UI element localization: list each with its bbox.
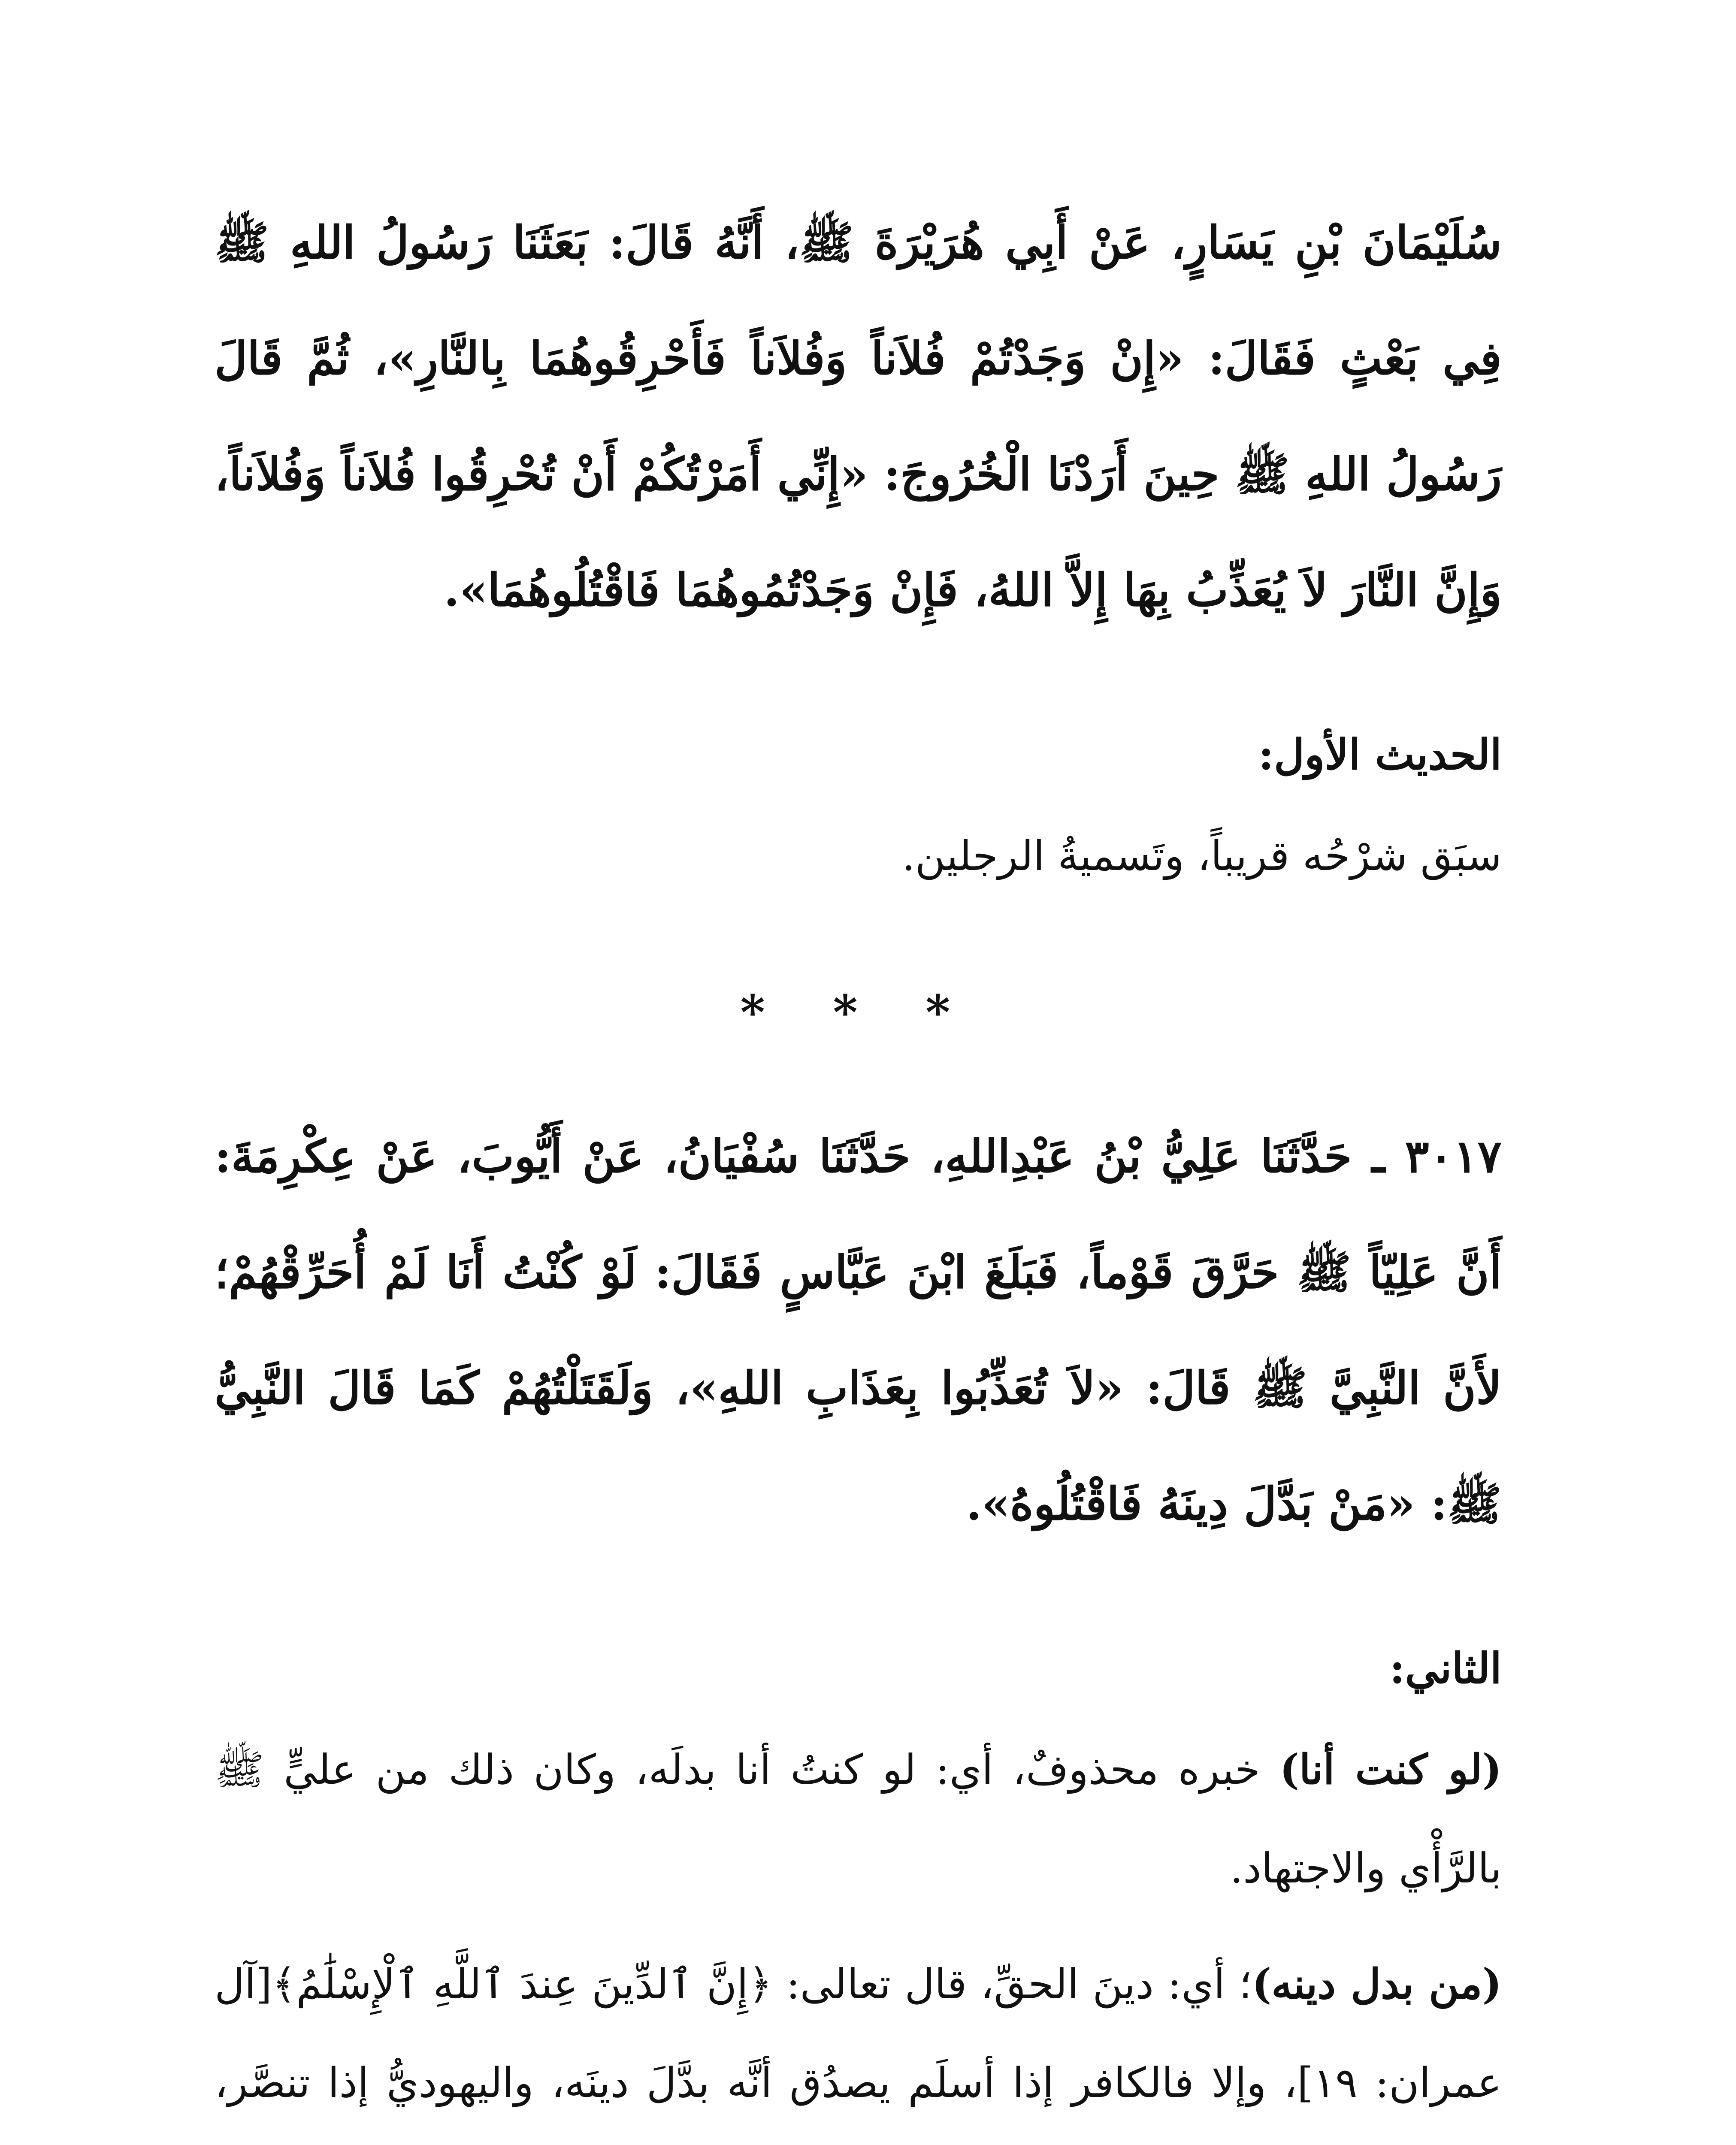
commentary-text-2: ؛ أي: دينَ الحقِّ، قال تعالى: ﴿إِنَّ ٱلدِّينَ عِندَ ٱللَّهِ ٱلْإِسْلَٰمُ﴾[آل عمران: ١٩]، وإلا فالكافر إذا أسلَم يصدُق أنَّه بدَّلَ دينَه، واليهوديُّ إذا تنصَّر، bbox=[215, 1960, 1502, 2107]
section-heading-second: الثاني: bbox=[1389, 1644, 1502, 1693]
hadith-3016-continuation: سُلَيْمَانَ بْنِ يَسَارٍ، عَنْ أَبِي هُرَيْرَةَ ﷺ، أَنَّهُ قَالَ: بَعَثَنَا رَسُولُ اللهِ ﷺ فِي بَعْثٍ فَقَالَ: «إِنْ وَجَدْتُمْ فُلاَناً وَفُلاَناً فَأَحْرِقُوهُمَا بِالنَّارِ»، ثُمَّ قَالَ رَسُولُ اللهِ ﷺ حِينَ أَرَدْنَا الْخُرُوجَ: «إِنِّي أَمَرْتُكُمْ أَنْ تُحْرِقُوا فُلاَناً وَفُلاَناً، وَإِنَّ النَّارَ لاَ يُعَذِّبُ بِهَا إِلاَّ اللهُ، فَإِنْ وَجَدْتُمُوهُمَا فَاقْتُلُوهُمَا». bbox=[215, 216, 1502, 616]
commentary-second-para2 bbox=[215, 1935, 1502, 2145]
commentary-first: سبَق شرْحُه قريباً، وتَسميةُ الرجلين. bbox=[902, 832, 1502, 880]
page-body bbox=[215, 184, 1502, 2145]
commentary-term-1: (لو كنت أنا) bbox=[1279, 1745, 1502, 1794]
commentary-term-2: (من بدل دينه) bbox=[1252, 1960, 1502, 2008]
section-heading-first: الحديث الأول: bbox=[1258, 730, 1502, 779]
hadith-3017: ٣٠١٧ ـ حَدَّثَنَا عَلِيُّ بْنُ عَبْدِاللهِ، حَدَّثَنَا سُفْيَانُ، عَنْ أَيُّوبَ، عَنْ عِكْرِمَةَ: أَنَّ عَلِيّاً ﷺ حَرَّقَ قَوْماً، فَبَلَغَ ابْنَ عَبَّاسٍ فَقَالَ: لَوْ كُنْتُ أَنَا لَمْ أُحَرِّقْهُمْ؛ لأَنَّ النَّبِيَّ ﷺ قَالَ: «لاَ تُعَذِّبُوا بِعَذَابِ اللهِ»، وَلَقَتَلْتُهُمْ كَمَا قَالَ النَّبِيُّ ﷺ: «مَنْ بَدَّلَ دِينَهُ فَاقْتُلُوهُ». bbox=[215, 1130, 1502, 1530]
commentary-second-para1 bbox=[215, 1720, 1502, 1918]
commentary-text-1: خبره محذوفٌ، أي: لو كنتُ أنا بدلَه، وكان ذلك من عليٍّ ﷺ بالرَّأْي والاجتهاد. bbox=[215, 1746, 1502, 1892]
section-separator: * * * bbox=[740, 985, 976, 1040]
